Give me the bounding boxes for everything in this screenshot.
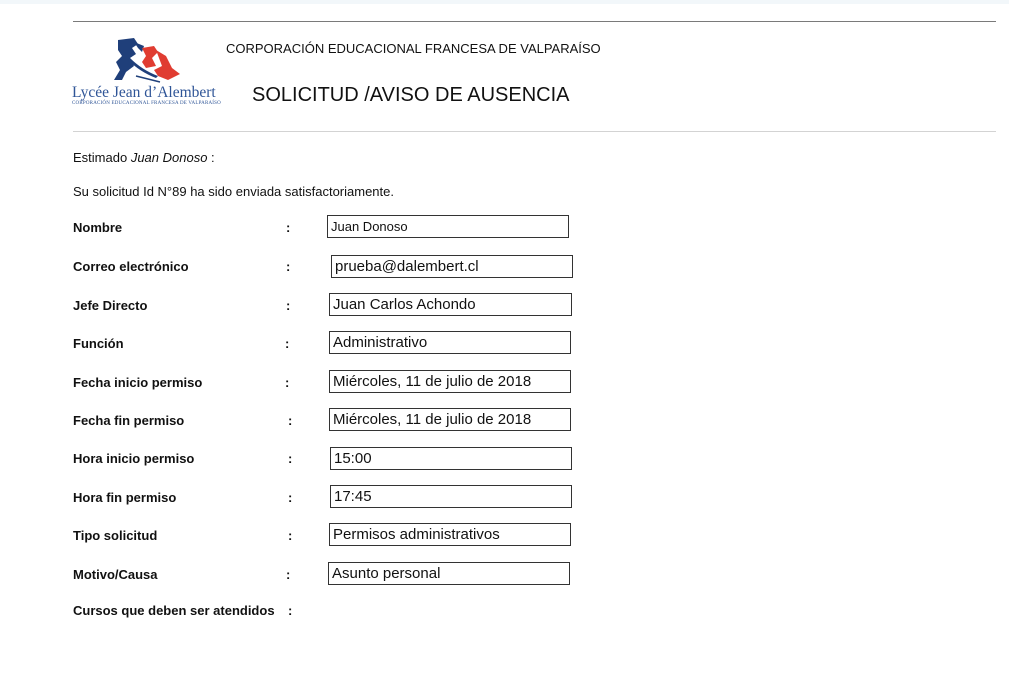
nombre-label: Nombre <box>73 220 123 235</box>
nombre-colon: : <box>286 220 291 235</box>
fecha-fin-label: Fecha fin permiso <box>73 413 185 428</box>
greeting-suffix: : <box>207 150 215 165</box>
page-title: SOLICITUD /AVISO DE AUSENCIA <box>252 84 570 106</box>
tipo-field[interactable]: Permisos administrativos <box>329 523 571 546</box>
fecha-fin-field[interactable]: Miércoles, 11 de julio de 2018 <box>329 408 571 431</box>
funcion-colon: : <box>285 336 290 351</box>
logo-subtitle: CORPORACIÓN EDUCACIONAL FRANCESA DE VALPARAÍSO <box>72 101 221 106</box>
funcion-label: Función <box>73 336 124 351</box>
motivo-colon: : <box>286 567 291 582</box>
school-logo <box>72 36 228 110</box>
confirmation-message: Su solicitud Id N°89 ha sido enviada satisfactoriamente. <box>73 184 394 199</box>
correo-field[interactable]: prueba@dalembert.cl <box>331 255 573 278</box>
jefe-label: Jefe Directo <box>73 298 148 313</box>
correo-label: Correo electrónico <box>73 259 189 274</box>
greeting-prefix: Estimado <box>73 150 131 165</box>
correo-colon: : <box>286 259 291 274</box>
fecha-fin-colon: : <box>288 413 293 428</box>
hora-fin-colon: : <box>288 490 293 505</box>
logo-emblem-icon <box>112 36 184 86</box>
jefe-colon: : <box>286 298 291 313</box>
header-divider <box>73 131 996 132</box>
tipo-label: Tipo solicitud <box>73 528 158 543</box>
cursos-colon: : <box>288 603 293 618</box>
motivo-field[interactable]: Asunto personal <box>328 562 570 585</box>
hora-fin-label: Hora fin permiso <box>73 490 177 505</box>
tipo-colon: : <box>288 528 293 543</box>
fecha-inicio-colon: : <box>285 375 290 390</box>
organization-name: CORPORACIÓN EDUCACIONAL FRANCESA DE VALPARAÍSO <box>226 41 601 56</box>
hora-inicio-label: Hora inicio permiso <box>73 451 195 466</box>
top-strip <box>0 0 1009 4</box>
hora-fin-field[interactable]: 17:45 <box>330 485 572 508</box>
motivo-label: Motivo/Causa <box>73 567 158 582</box>
nombre-field[interactable]: Juan Donoso <box>327 215 569 238</box>
greeting <box>73 150 215 165</box>
funcion-field[interactable]: Administrativo <box>329 331 571 354</box>
fecha-inicio-field[interactable]: Miércoles, 11 de julio de 2018 <box>329 370 571 393</box>
jefe-field[interactable]: Juan Carlos Achondo <box>329 293 572 316</box>
cursos-label: Cursos que deben ser atendidos <box>73 603 275 618</box>
top-divider <box>73 21 996 22</box>
hora-inicio-colon: : <box>288 451 293 466</box>
recipient-name: Juan Donoso <box>130 150 208 165</box>
logo-name: Lycée Jean d’Alembert <box>72 84 216 101</box>
fecha-inicio-label: Fecha inicio permiso <box>73 375 203 390</box>
hora-inicio-field[interactable]: 15:00 <box>330 447 572 470</box>
